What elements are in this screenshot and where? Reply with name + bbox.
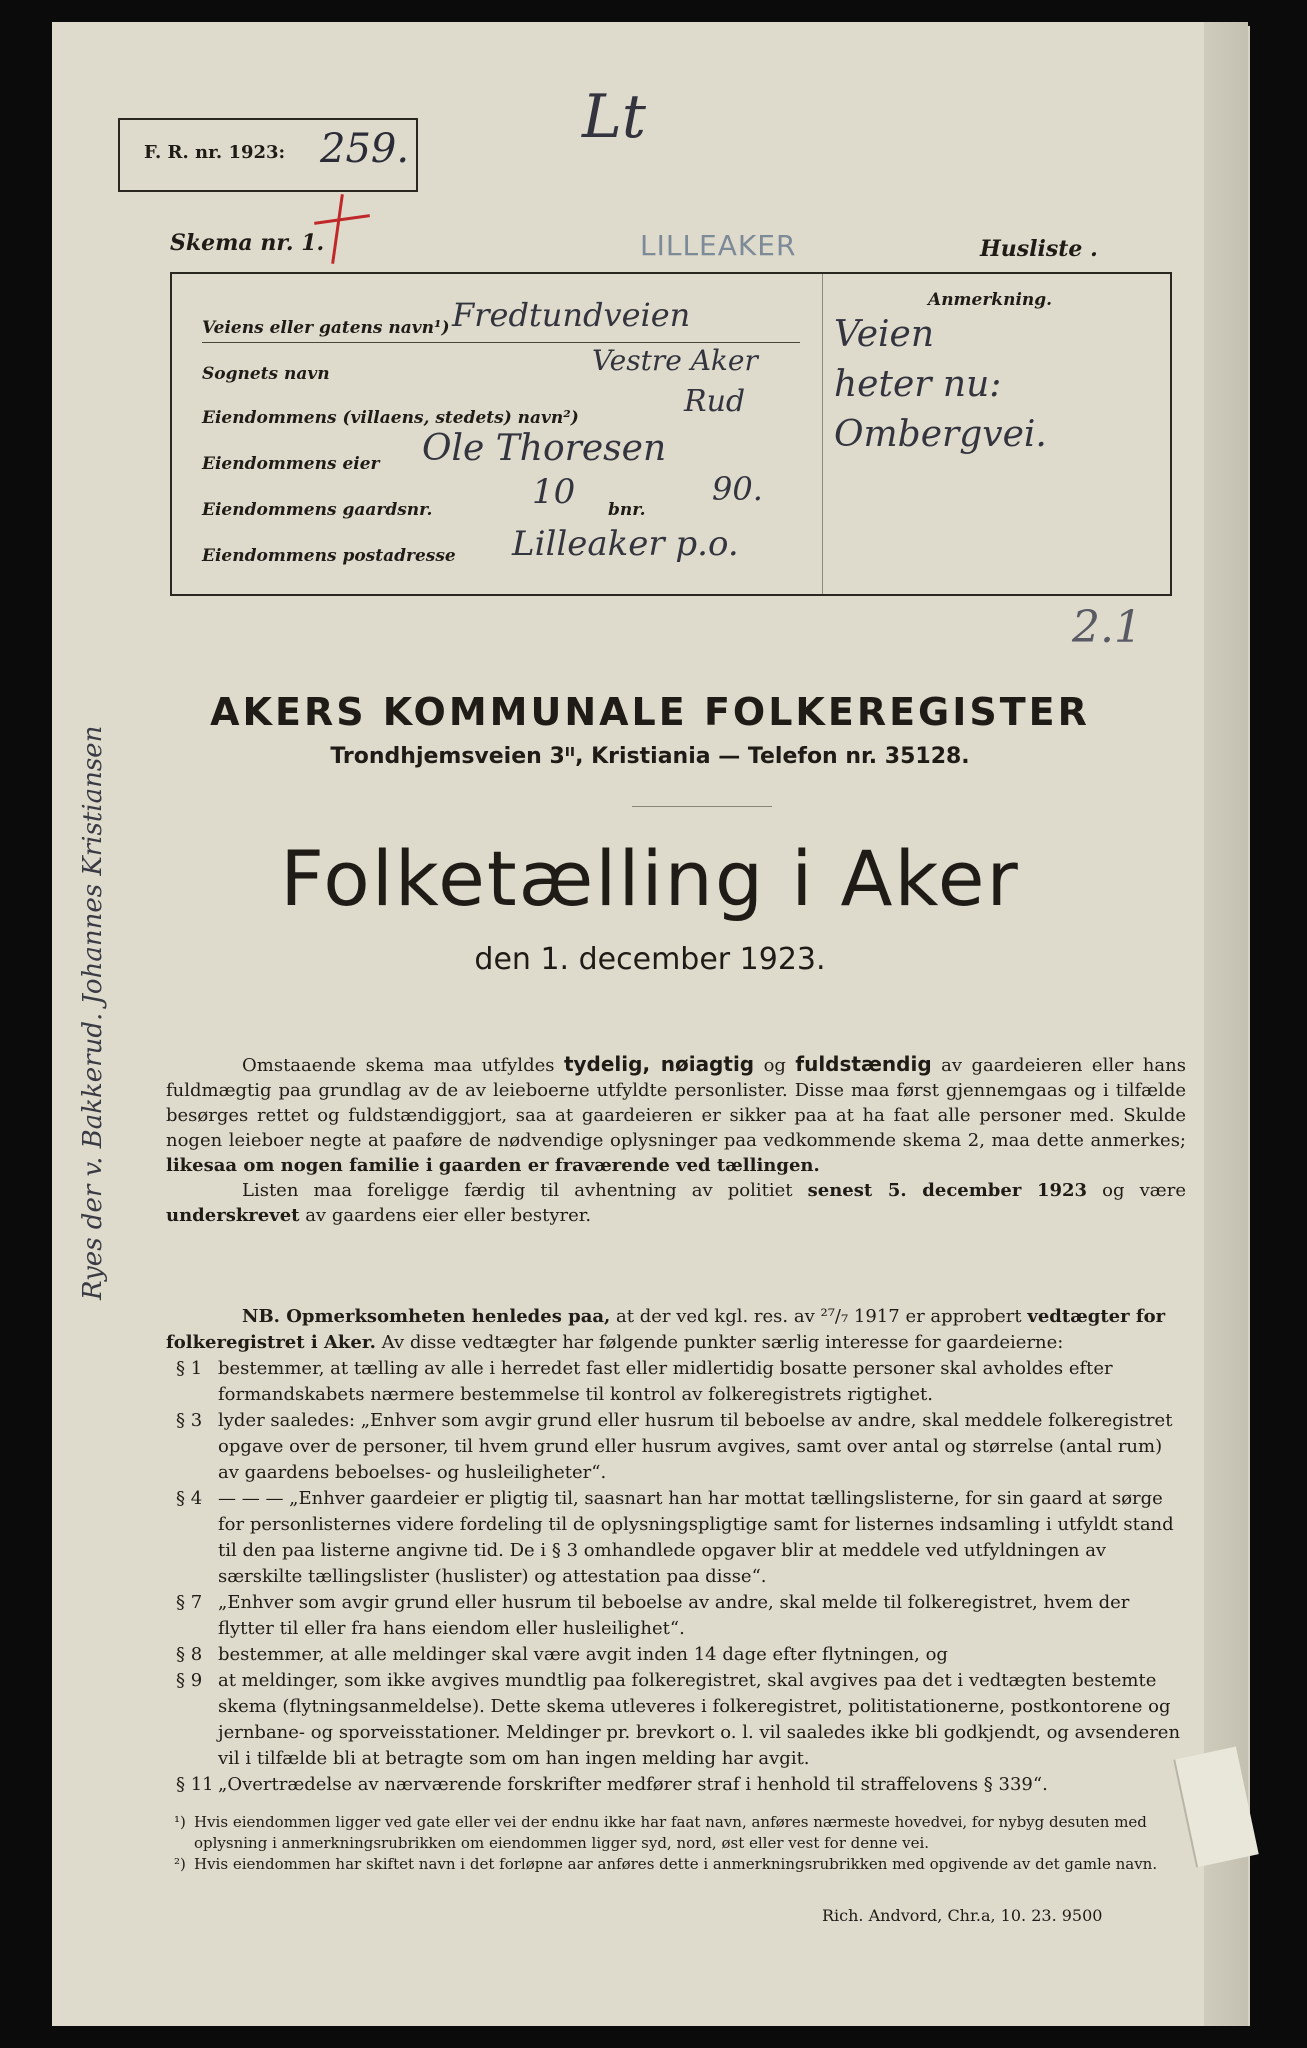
- red-cross-mark: [314, 188, 364, 268]
- organization-heading: AKERS KOMMUNALE FOLKEREGISTER: [210, 690, 1090, 734]
- paragraph-item: [166, 1356, 1186, 1408]
- paragraph-number: § 4: [176, 1488, 203, 1509]
- paragraph-number: § 1: [176, 1358, 203, 1379]
- anmerkning-line-3: Ombergvei.: [834, 414, 1047, 455]
- property-form: [170, 272, 1172, 596]
- vei-value: Fredtundveien: [452, 296, 691, 334]
- paragraph-item: [166, 1668, 1186, 1772]
- nb-text-2: Av disse vedtægter har følgende punkter særlig interesse for gaardeierne:: [381, 1332, 1064, 1353]
- intro-emphasis-1: tydelig, nøiagtig: [563, 1052, 755, 1076]
- eier-label: Eiendommens eier: [202, 454, 380, 474]
- footnote-text: Hvis eiendommen ligger ved gate eller vei der endnu ikke har faat navn, anføres nærmeste hovedvei, for nybyg desuten med oplysning i anmerkningsrubrikken om eiendommen ligger syd, nord, øst eller vest for denne vei.: [194, 1813, 1147, 1852]
- paragraph-number: § 7: [176, 1592, 203, 1613]
- nb-section: [166, 1304, 1186, 1798]
- nb-vedtaegter: vedtægter for folkeregistret i Aker.: [166, 1306, 1166, 1353]
- paragraph-number: § 11: [176, 1774, 214, 1795]
- footnote: [166, 1812, 1196, 1854]
- footnote-mark: ¹): [174, 1813, 186, 1831]
- form-divider: [822, 274, 823, 594]
- document-date: den 1. december 1923.: [474, 942, 826, 977]
- fr-number-box: [118, 118, 418, 192]
- page-edge: [1204, 22, 1248, 2026]
- paragraph-item: [166, 1590, 1186, 1642]
- intro-signed: underskrevet: [166, 1205, 300, 1226]
- paragraph-text: — — — „Enhver gaardeier er pligtig til, saasnart han har mottat tællingslisterne, for sin gaard at sørge for personlisternes videre fordeling til de oplysningspligtige samt for listernes indsamling i utfyldt stand til den paa listerne angivne tid. De i § 3 omhandlede opgaver blir at meddele ved utfyldningen av særskilte tællingslister (huslister) og attestation paa disse“.: [218, 1488, 1174, 1587]
- anmerkning-line-2: heter nu:: [834, 364, 1002, 405]
- anmerkning-label: Anmerkning.: [928, 290, 1053, 310]
- intro-text-1: Omstaaende skema maa utfyldes: [242, 1055, 555, 1076]
- side-handwritten-mark: 2.1: [1072, 602, 1142, 653]
- intro-deadline: senest 5. december 1923: [807, 1180, 1088, 1201]
- intro-emphasis-2: fuldstændig: [795, 1052, 932, 1076]
- bnr-label: bnr.: [608, 500, 646, 520]
- instructions: [166, 1052, 1186, 1228]
- paragraph-text: bestemmer, at tælling av alle i herredet fast eller midlertidig bosatte personer skal avholdes efter formandskabets nærmere bestemmelse til kontrol av folkeregistrets rigtighet.: [218, 1358, 1113, 1405]
- intro-text-3: av gaardeieren eller hans fuldmægtig paa grundlag av de av leieboerne utfyldte personlister. Disse maa først gjennemgaas og i tilfælde besørges rettet og fuldstændiggjort, saa at gaardeieren er sikker paa at ha faat alle personer med. Skulde nogen leieboer negte at paaføre de nødvendige oplysninger paa vedkommende skema 2, maa dette anmerkes;: [166, 1055, 1186, 1151]
- top-handwritten-mark: Lt: [582, 82, 646, 152]
- postadresse-value: Lilleaker p.o.: [512, 524, 739, 564]
- paragraph-item: [166, 1408, 1186, 1486]
- paragraph-item: [166, 1642, 1186, 1668]
- bnr-value: 90.: [712, 470, 763, 508]
- footnotes: [166, 1812, 1196, 1875]
- document-title: Folketælling i Aker: [280, 834, 1020, 923]
- intro-text-5: og være: [1102, 1180, 1186, 1201]
- postadresse-label: Eiendommens postadresse: [202, 546, 456, 566]
- footnote-text: Hvis eiendommen har skiftet navn i det forløpne aar anføres dette i anmerkningsrubrikken med opgivende av det gamle navn.: [194, 1855, 1158, 1873]
- heading-separator: [632, 806, 772, 807]
- document-page: [52, 22, 1248, 2026]
- intro-text-4: Listen maa foreligge færdig til avhentning av politiet: [242, 1180, 793, 1201]
- paragraph-item: [166, 1772, 1186, 1798]
- organization-address: Trondhjemsveien 3ᴵᴵ, Kristiania — Telefon nr. 35128.: [330, 744, 970, 769]
- footnote: [166, 1854, 1196, 1875]
- vei-line: [202, 342, 800, 343]
- fr-label: F. R. nr. 1923:: [144, 142, 286, 163]
- paragraph-text: bestemmer, at alle meldinger skal være avgit inden 14 dage efter flytningen, og: [218, 1644, 948, 1665]
- intro-text-6: av gaardens eier eller bestyrer.: [305, 1205, 592, 1226]
- paragraph-text: at meldinger, som ikke avgives mundtlig paa folkeregistret, skal avgives paa det i vedtægten bestemte skema (flytningsanmeldelse). Dette skema utleveres i folkeregistret, politistationerne, postkontorene og jernbane- og sporveisstationer. Meldinger pr. brevkort o. l. vil saaledes ikke bli godkjendt, og avsenderen vil i tilfælde bli at betragte som om han ingen melding har avgit.: [218, 1670, 1181, 1769]
- intro-emphasis-3: likesaa om nogen familie i gaarden er fraværende ved tællingen.: [166, 1155, 820, 1176]
- nb-lead: NB. Opmerksomheten henledes paa,: [242, 1306, 611, 1327]
- eiendom-navn-label: Eiendommens (villaens, stedets) navn²): [202, 408, 579, 428]
- paragraph-text: „Enhver som avgir grund eller husrum til beboelse av andre, skal melde til folkeregistret, hvem der flytter til eller fra hans eiendom eller husleilighet“.: [218, 1592, 1130, 1639]
- printer-imprint: Rich. Andvord, Chr.a, 10. 23. 9500: [822, 1906, 1103, 1925]
- vei-label: Veiens eller gatens navn¹): [202, 318, 450, 338]
- lilleaker-stamp: LILLEAKER: [640, 229, 797, 262]
- paragraph-number: § 3: [176, 1410, 203, 1431]
- footnote-mark: ²): [174, 1855, 186, 1873]
- nb-text-1: at der ved kgl. res. av ²⁷/₇ 1917 er approbert: [616, 1306, 1022, 1327]
- sogn-value: Vestre Aker: [592, 344, 758, 377]
- paragraph-text: „Overtrædelse av nærværende forskrifter medfører straf i henhold til straffelovens § 339“.: [218, 1774, 1048, 1795]
- fr-number: 259.: [320, 126, 410, 172]
- eier-value: Ole Thoresen: [422, 428, 667, 469]
- anmerkning-line-1: Veien: [834, 314, 935, 355]
- husliste-label: Husliste .: [980, 236, 1098, 262]
- margin-handwritten-note: Ryes der v. Bakkerud. Johannes Kristiansen: [78, 725, 108, 1300]
- sogn-label: Sognets navn: [202, 364, 330, 384]
- skema-label: Skema nr. 1.: [170, 230, 325, 256]
- gaardsnr-label: Eiendommens gaardsnr.: [202, 500, 433, 520]
- paragraph-text: lyder saaledes: „Enhver som avgir grund eller husrum til beboelse av andre, skal meddele folkeregistret opgave over de personer, til hvem grund eller husrum avgives, samt over antal og størrelse (antal rum) av gaardens beboelses- og husleiligheter“.: [218, 1410, 1173, 1483]
- eiendom-navn-value: Rud: [684, 384, 746, 419]
- gaardsnr-value: 10: [532, 472, 576, 512]
- paragraph-number: § 8: [176, 1644, 203, 1665]
- intro-text-2: og: [763, 1055, 786, 1076]
- paragraph-number: § 9: [176, 1670, 203, 1691]
- paragraph-item: [166, 1486, 1186, 1590]
